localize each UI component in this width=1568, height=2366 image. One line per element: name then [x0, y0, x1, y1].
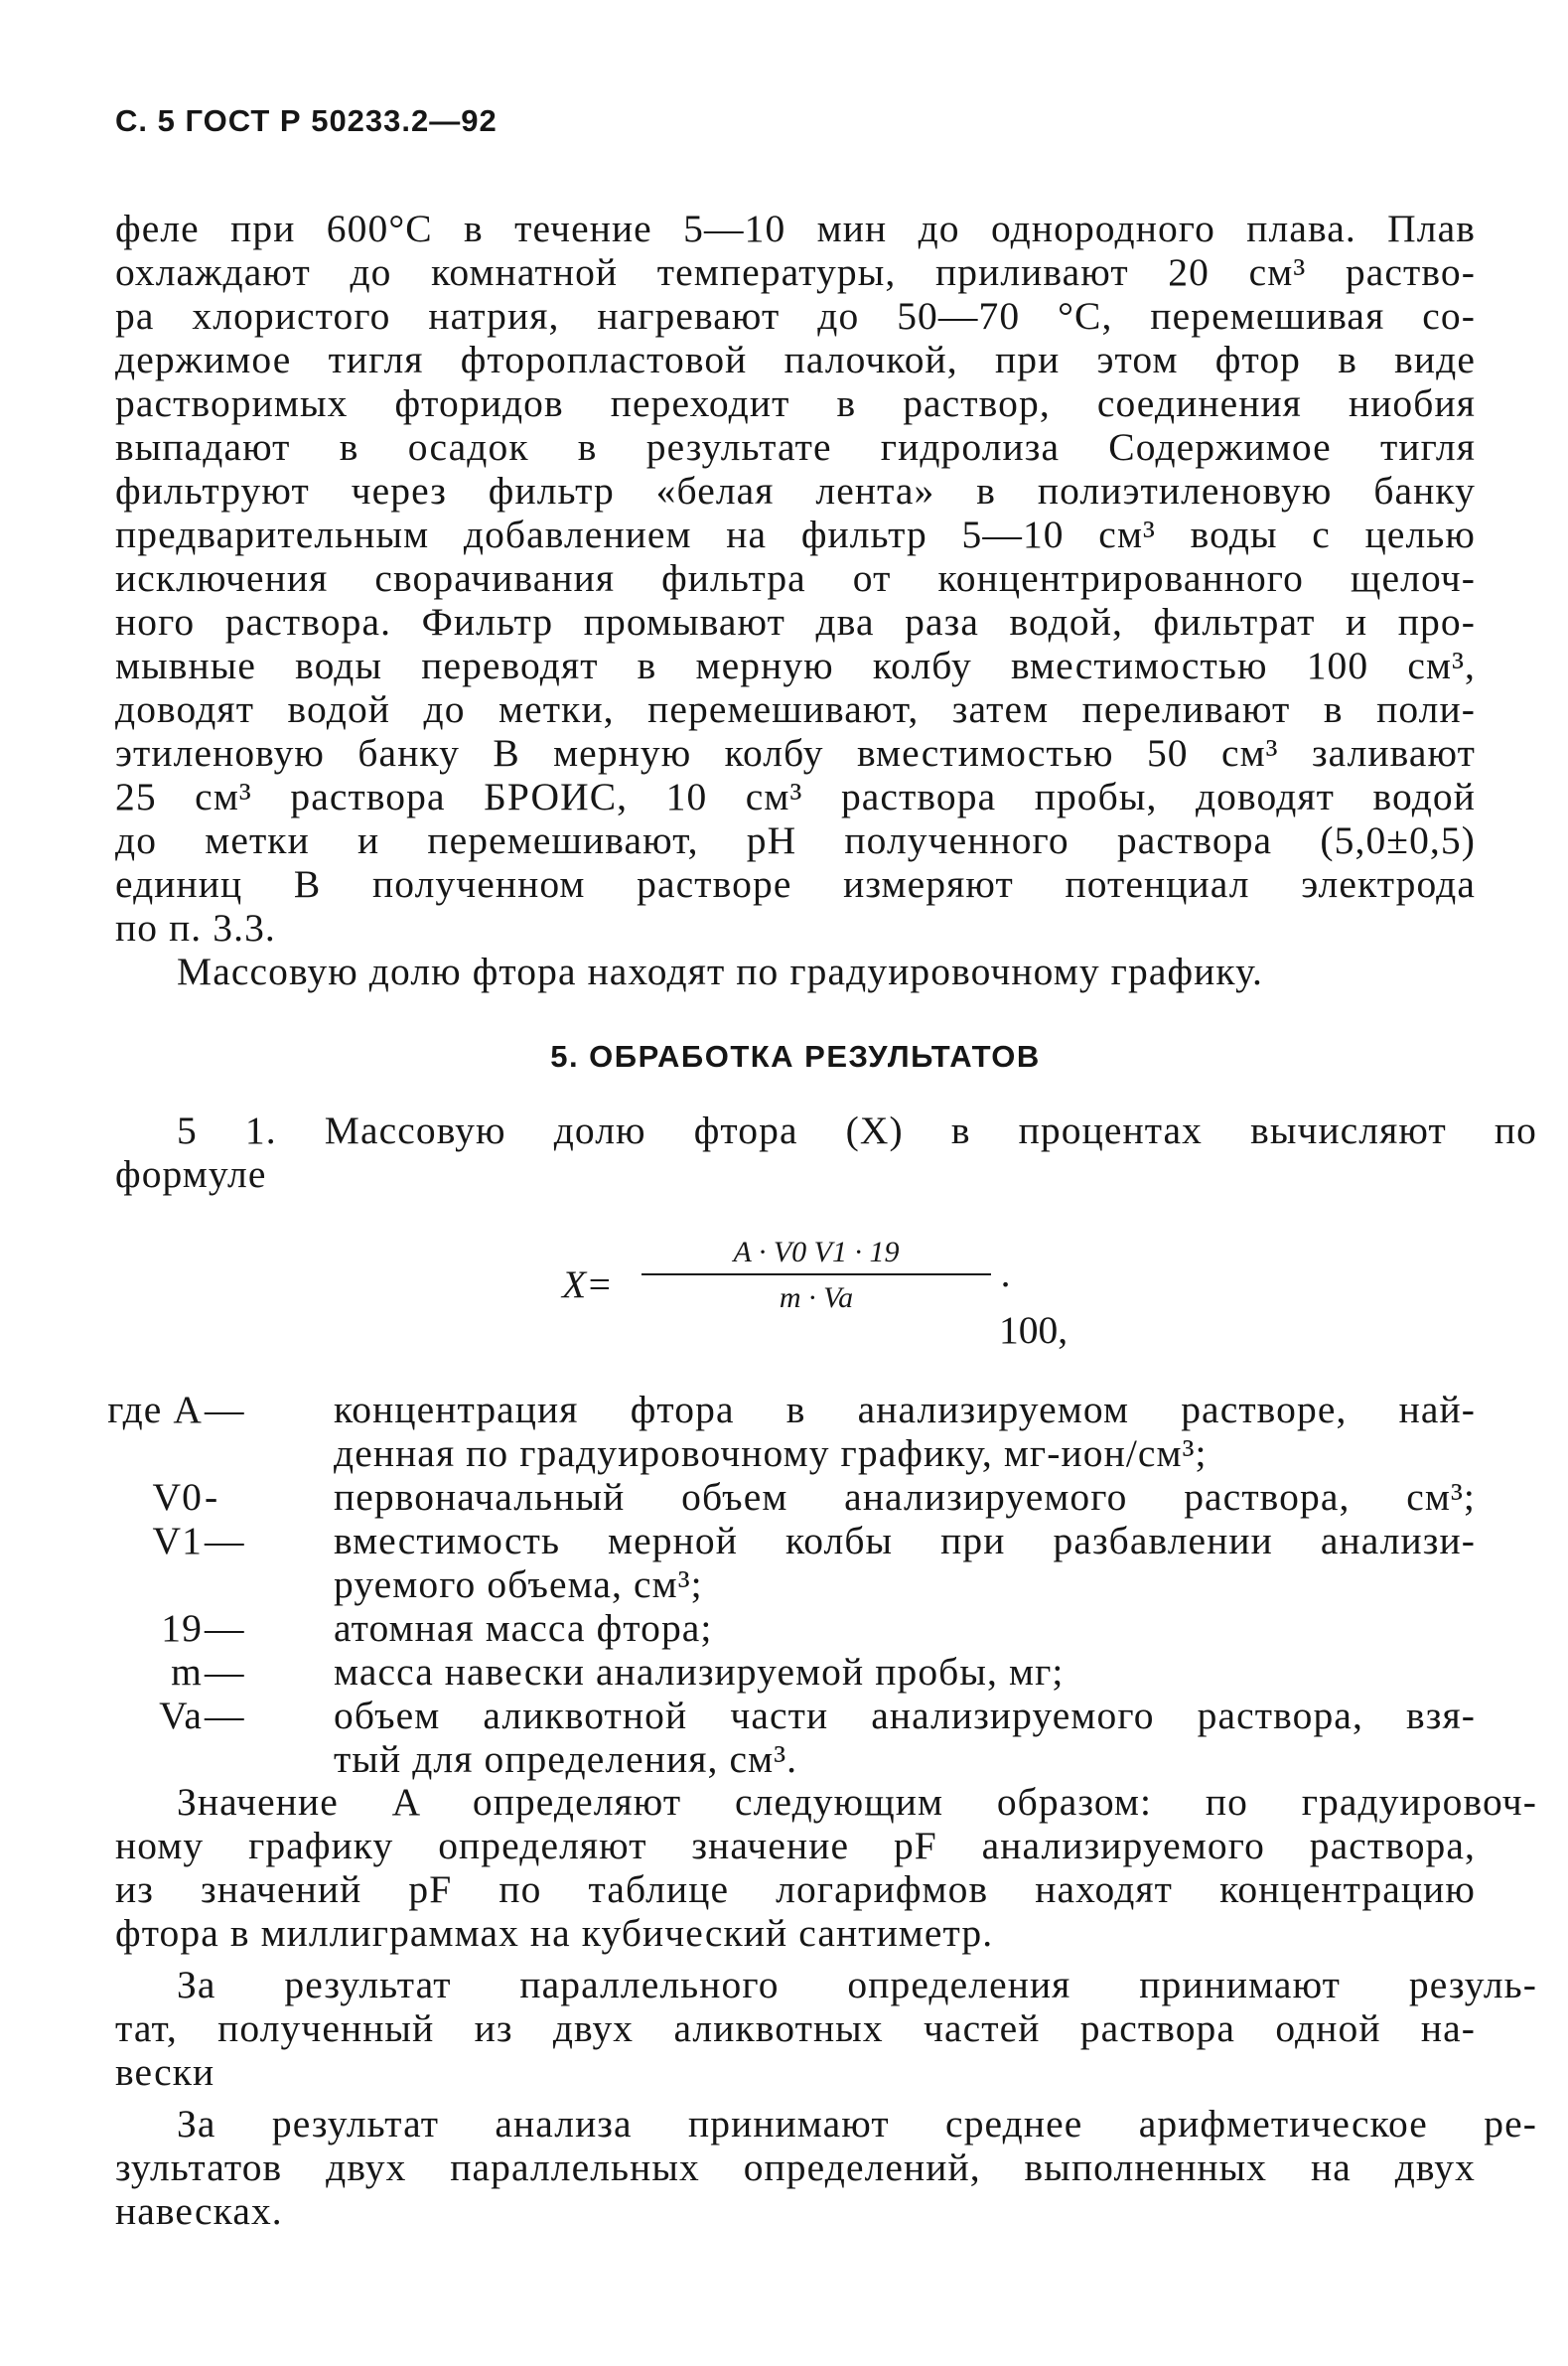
text-line: феле при 600°С в течение 5—10 мин до однородного плава. Плав [115, 207, 1476, 250]
text-line: фтора в миллиграммах на кубический сантиметр. [115, 1911, 994, 1955]
text-line: формуле [115, 1152, 267, 1196]
definition-symbol: V0 [152, 1475, 203, 1519]
definition-row [0, 1693, 1568, 1736]
definition-text: руемого объема, см³; [334, 1562, 703, 1606]
definition-text: первоначальный объем анализируемого раствора, см³; [334, 1475, 1476, 1519]
definition-text: атомная масса фтора; [334, 1606, 713, 1650]
text-line: из значений pF по таблице логарифмов находят концентрацию [115, 1867, 1476, 1911]
formula-numerator: A · V0 V1 · 19 [733, 1236, 900, 1268]
formula [562, 1230, 1069, 1352]
text-line: ному графику определяют значение pF анализируемого раствора, [115, 1824, 1476, 1867]
text-line: ного раствора. Фильтр промывают два раза водой, фильтрат и про- [115, 600, 1476, 644]
definition-symbol: где A [107, 1388, 203, 1431]
text-line: Значение A определяют следующим образом: по градуировоч- [177, 1780, 1537, 1824]
formula-lhs: X= [562, 1262, 613, 1306]
definition-text: концентрация фтора в анализируемом растворе, най- [334, 1388, 1476, 1431]
definition-row [0, 1605, 1568, 1649]
definition-dash: - [205, 1475, 219, 1519]
text-line: зультатов двух параллельных определений, выполненных на двух [115, 2145, 1476, 2189]
page-header: С. 5 ГОСТ Р 50233.2—92 [115, 103, 498, 138]
text-line: вески [115, 2050, 215, 2094]
formula-rhs: · 100, [999, 1262, 1069, 1352]
definition-text: вместимость мерной колбы при разбавлении анализи- [334, 1519, 1476, 1562]
formula-denominator: m · Va [779, 1281, 854, 1314]
text-line: предварительным добавлением на фильтр 5—10 см³ воды с целью [115, 513, 1476, 556]
text-line: растворимых фторидов переходит в раствор, соединения ниобия [115, 381, 1476, 425]
definition-dash: — [205, 1606, 245, 1650]
text-line: За результат параллельного определения принимают резуль- [177, 1963, 1537, 2006]
text-line: навесках. [115, 2189, 283, 2233]
text-line: этиленовую банку В мерную колбу вместимостью 50 см³ заливают [115, 731, 1476, 775]
definition-row [0, 1387, 1568, 1430]
text-line: держимое тигля фторопластовой палочкой, при этом фтор в виде [115, 338, 1476, 381]
definition-text: объем аликвотной части анализируемого раствора, взя- [334, 1694, 1476, 1737]
section-heading: 5. ОБРАБОТКА РЕЗУЛЬТАТОВ [550, 1039, 1041, 1074]
definition-row [0, 1561, 1568, 1605]
text-line: 25 см³ раствора БРОИС, 10 см³ раствора пробы, доводят водой [115, 775, 1476, 818]
text-line: охлаждают до комнатной температуры, приливают 20 см³ раство- [115, 250, 1476, 294]
definition-symbol: 19 [161, 1606, 203, 1650]
definition-text: тый для определения, см³. [334, 1737, 798, 1781]
text-line: доводят водой до метки, перемешивают, затем переливают в поли- [115, 687, 1476, 731]
text-line: тат, полученный из двух аликвотных частей раствора одной на- [115, 2006, 1476, 2050]
definition-dash: — [205, 1694, 245, 1737]
text-line: исключения сворачивания фильтра от концентрированного щелоч- [115, 556, 1476, 600]
definition-row [0, 1474, 1568, 1518]
definition-dash: — [205, 1650, 245, 1694]
definition-row [0, 1518, 1568, 1561]
text-line: единиц В полученном растворе измеряют потенциал электрода [115, 862, 1476, 906]
text-line: ра хлористого натрия, нагревают до 50—70 °С, перемешивая со- [115, 294, 1476, 338]
definition-symbol: m [171, 1650, 203, 1694]
definition-symbol: Va [159, 1694, 203, 1737]
definition-row [0, 1430, 1568, 1474]
definition-dash: — [205, 1519, 245, 1562]
definition-row [0, 1736, 1568, 1780]
text-line: 5 1. Массовую долю фтора (X) в процентах вычисляют по [177, 1109, 1537, 1152]
text-line: выпадают в осадок в результате гидролиза Содержимое тигля [115, 425, 1476, 469]
definition-text: масса навески анализируемой пробы, мг; [334, 1650, 1065, 1694]
definition-row [0, 1649, 1568, 1693]
definition-text: денная по градуировочному графику, мг-ион/см³; [334, 1431, 1208, 1475]
definition-symbol: V1 [152, 1519, 203, 1562]
text-line: по п. 3.3. [115, 906, 276, 950]
text-line: до метки и перемешивают, рН полученного раствора (5,0±0,5) [115, 818, 1476, 862]
text-line: фильтруют через фильтр «белая лента» в полиэтиленовую банку [115, 469, 1476, 513]
formula-fraction [641, 1236, 991, 1315]
paragraph-graph-note: Массовую долю фтора находят по градуировочному графику. [177, 950, 1263, 993]
definition-dash: — [205, 1388, 245, 1431]
text-line: За результат анализа принимают среднее арифметическое ре- [177, 2102, 1537, 2145]
text-line: мывные воды переводят в мерную колбу вместимостью 100 см³, [115, 644, 1476, 687]
